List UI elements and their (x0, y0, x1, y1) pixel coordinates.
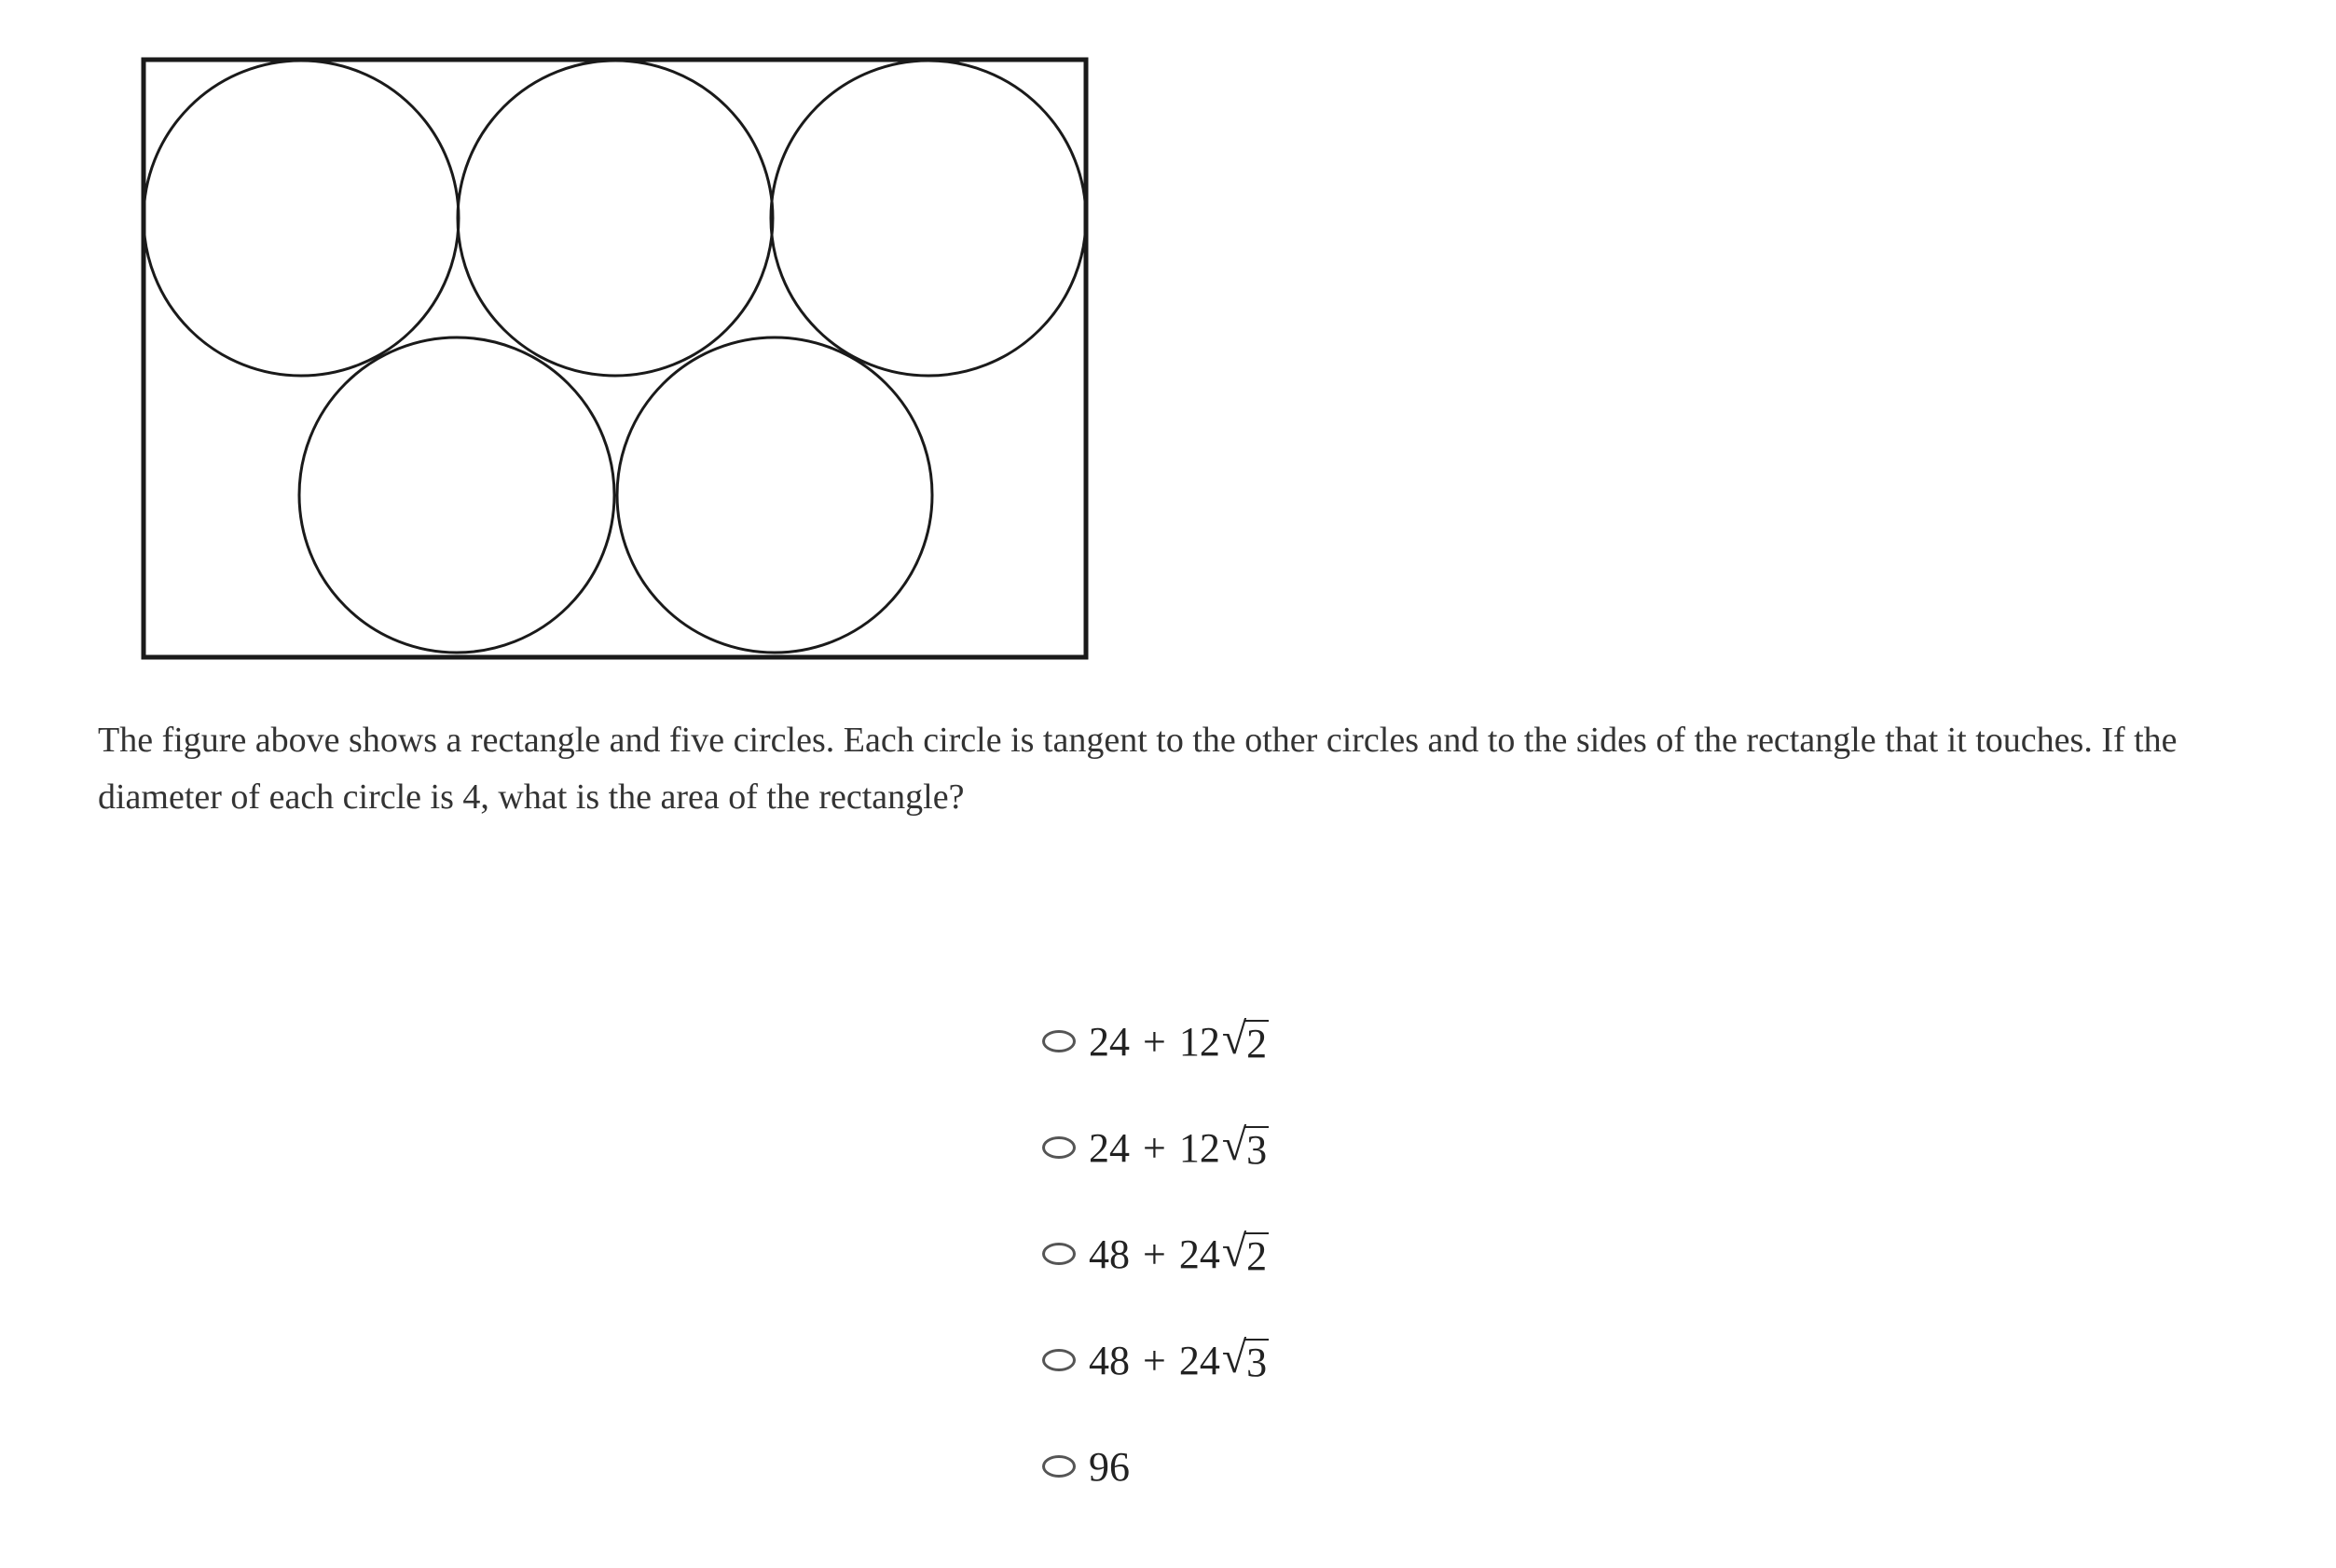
choice-4-a: 48 (1089, 1337, 1130, 1383)
choice-3-b: 24 (1178, 1231, 1220, 1277)
choice-3-expression (1089, 1226, 1269, 1279)
choice-4-radicand: 3 (1246, 1339, 1268, 1385)
radical-sign-icon: √ (1221, 1332, 1247, 1382)
choice-1[interactable] (1042, 1009, 1269, 1074)
radical-sign-icon: √ (1221, 1226, 1247, 1276)
choice-5-a: 96 (1089, 1443, 1130, 1490)
choice-1-b: 12 (1178, 1018, 1220, 1065)
choice-4-b: 24 (1178, 1337, 1220, 1383)
radio-button[interactable] (1042, 1349, 1076, 1371)
choice-1-radicand: 2 (1246, 1020, 1268, 1066)
choice-2-radicand: 3 (1246, 1126, 1268, 1173)
radio-button[interactable] (1042, 1136, 1076, 1159)
question-text: The figure above shows a rectangle and five circles. Each circle is tangent to the other circles and to the sides of the rectangle that it touches. If the diameter of each circle is 4, what is the area of the rectangle? (98, 721, 2178, 817)
rectangle (144, 60, 1086, 657)
choice-3-a: 48 (1089, 1231, 1130, 1277)
choice-1-op: + (1143, 1018, 1166, 1065)
choice-2-expression (1089, 1120, 1269, 1173)
geometry-figure (0, 0, 2336, 708)
choice-3-radicand: 2 (1246, 1232, 1268, 1279)
circle-top-middle (458, 61, 773, 376)
choice-4[interactable] (1042, 1327, 1269, 1393)
choice-4-expression (1089, 1332, 1269, 1385)
choice-2[interactable] (1042, 1115, 1269, 1180)
sqrt-symbol (1221, 1120, 1269, 1173)
circle-top-left (144, 61, 459, 376)
radio-button[interactable] (1042, 1455, 1076, 1478)
choice-1-expression (1089, 1013, 1269, 1066)
sqrt-symbol (1221, 1226, 1269, 1279)
choice-2-op: + (1143, 1124, 1166, 1171)
choice-5[interactable] (1042, 1434, 1130, 1499)
sqrt-symbol (1221, 1013, 1269, 1066)
radical-sign-icon: √ (1221, 1013, 1247, 1064)
choice-1-a: 24 (1089, 1018, 1130, 1065)
radical-sign-icon: √ (1221, 1120, 1247, 1170)
sqrt-symbol (1221, 1332, 1269, 1385)
choice-3[interactable] (1042, 1221, 1269, 1286)
circle-top-right (771, 61, 1086, 376)
circle-bottom-left (299, 337, 614, 653)
radio-button[interactable] (1042, 1243, 1076, 1265)
circle-bottom-right (617, 337, 932, 653)
choice-5-expression (1089, 1443, 1130, 1491)
choice-3-op: + (1143, 1231, 1166, 1277)
radio-button[interactable] (1042, 1030, 1076, 1052)
choice-2-b: 12 (1178, 1124, 1220, 1171)
choice-4-op: + (1143, 1337, 1166, 1383)
choice-2-a: 24 (1089, 1124, 1130, 1171)
